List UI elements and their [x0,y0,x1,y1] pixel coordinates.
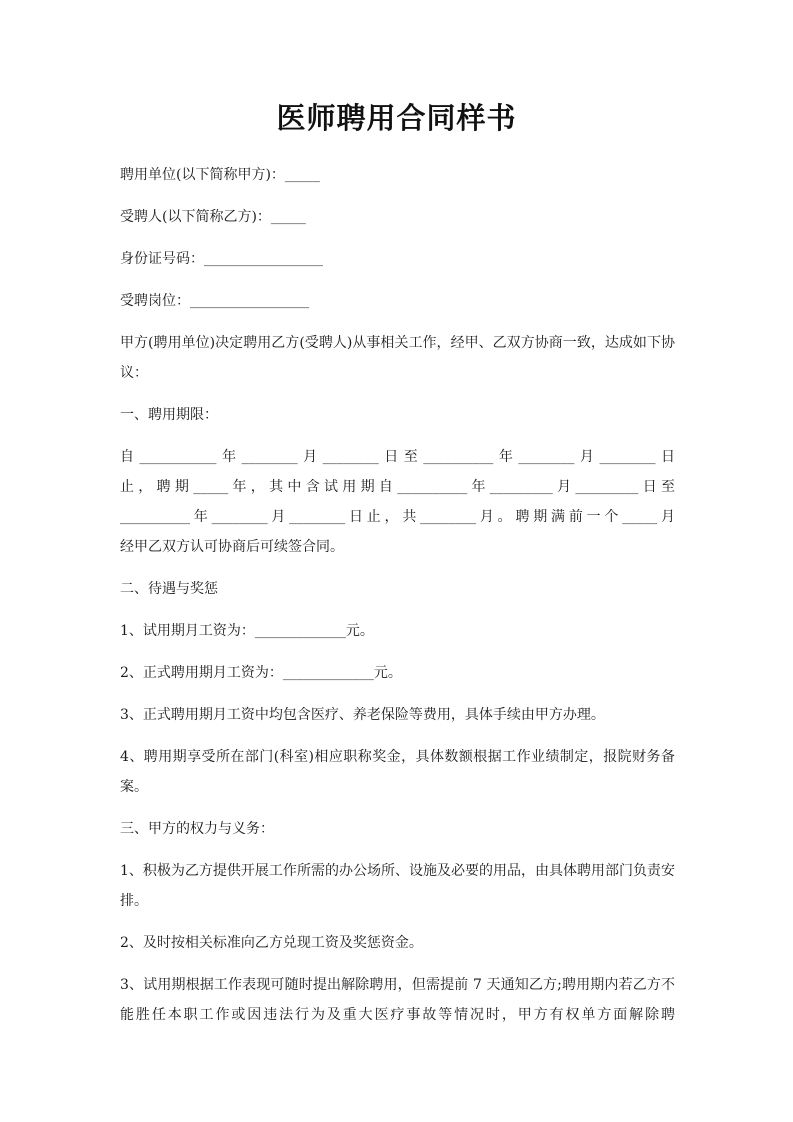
section-2-item-1: 1、试用期月工资为：_____________元。 [120,623,374,639]
document-body [120,160,675,1042]
section-2-heading: 二、待遇与奖惩 [120,581,218,597]
term-line-1: 自___________年________月________日至__________年________月________日 [120,449,675,465]
term-line-3: __________年________月________日止，共________月。聘期满前一个_____月 [120,509,675,525]
term-line-4: 经甲乙双方认可协商后可续签合同。 [120,539,344,555]
section-1-heading: 一、聘用期限： [120,407,218,423]
employee-field: 受聘人(以下简称乙方)：_____ [120,209,306,225]
document-title: 医师聘用合同样书 [276,101,517,135]
section-3-heading: 三、甲方的权力与义务： [120,821,274,837]
section-3-item-2: 2、及时按相关标准向乙方兑现工资及奖惩资金。 [120,935,423,951]
section-2-item-3: 3、正式聘用期月工资中均包含医疗、养老保险等费用，具体手续由甲方办理。 [120,707,605,723]
term-line-2: 止，聘期_____年，其中含试用期自__________年_________月_________日至 [120,479,675,495]
position-field: 受聘岗位：_________________ [120,293,309,309]
id-number-field: 身份证号码：_________________ [120,251,323,267]
employer-field: 聘用单位(以下简称甲方)：_____ [120,167,320,183]
section-1-term-paragraph [120,442,675,562]
section-2-item-2: 2、正式聘用期月工资为：_____________元。 [120,665,402,681]
intro-paragraph: 甲方(聘用单位)决定聘用乙方(受聘人)从事相关工作，经甲、乙双方协商一致，达成如下协议： [120,335,675,381]
section-3-item-1: 1、积极为乙方提供开展工作所需的办公场所、设施及必要的用品，由具体聘用部门负责安排。 [120,863,675,909]
section-2-item-4: 4、聘用期享受所在部门(科室)相应职称奖金，具体数额根据工作业绩制定，报院财务备案。 [120,749,675,795]
section-3-item-3: 3、试用期根据工作表现可随时提出解除聘用，但需提前 7 天通知乙方;聘用期内若乙方不能胜任本职工作或因违法行为及重大医疗事故等情况时，甲方有权单方面解除聘 [120,977,675,1023]
